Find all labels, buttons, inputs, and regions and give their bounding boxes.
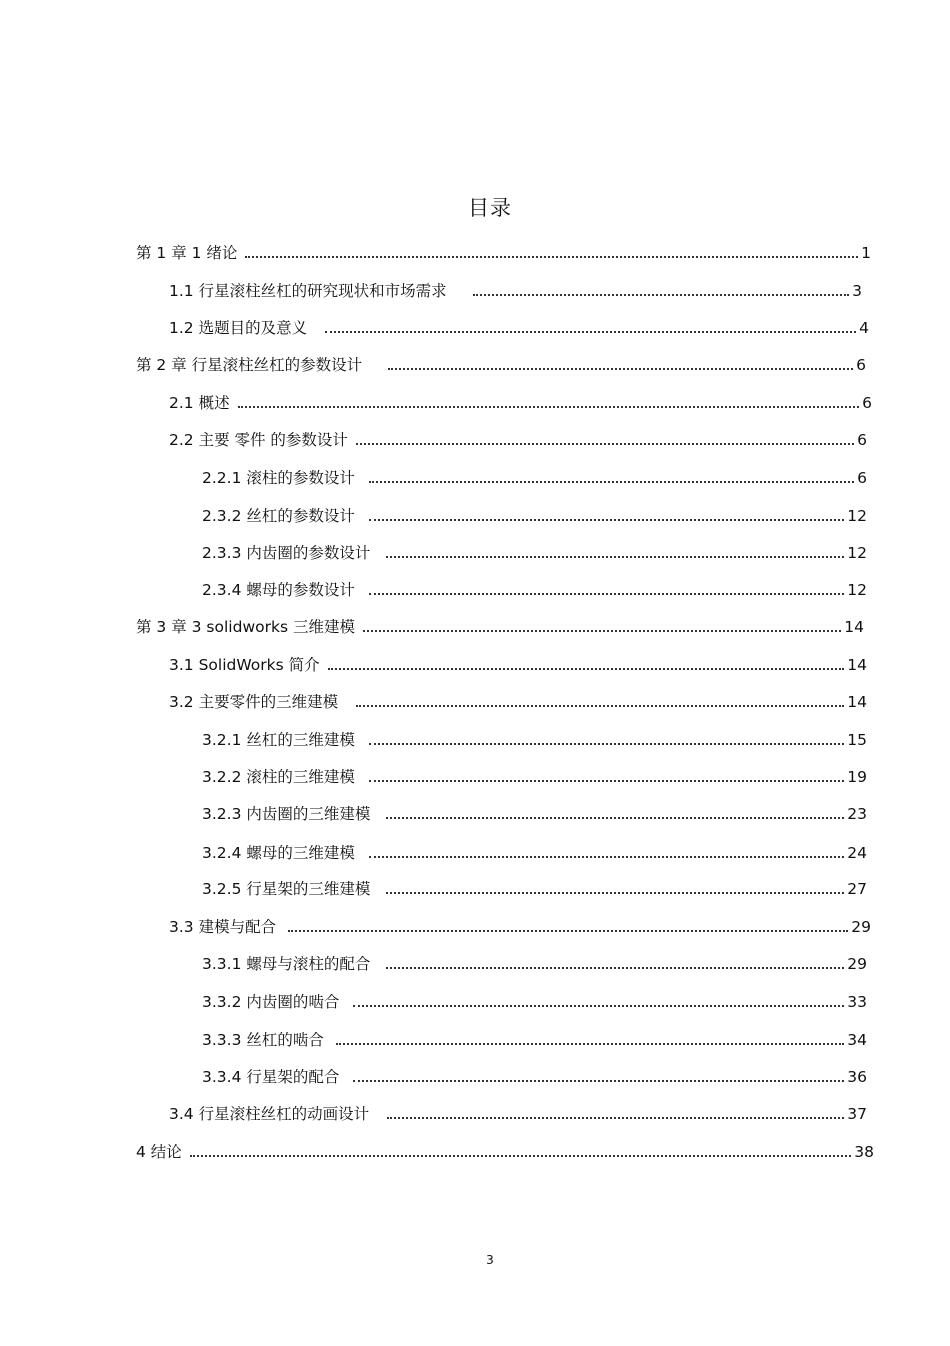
toc-entry-label: 第 2 章 行星滚柱丝杠的参数设计 <box>136 356 363 374</box>
dot-leader <box>238 406 860 408</box>
toc-entry-label: 3.2.5 行星架的三维建模 <box>202 880 371 898</box>
toc-entry-page: 19 <box>847 768 867 786</box>
toc-entry[interactable] <box>169 653 867 675</box>
toc-entry-label: 4 结论 <box>136 1143 182 1161</box>
toc-entry-page: 14 <box>847 656 867 674</box>
toc-entry-label: 2.3.4 螺母的参数设计 <box>202 581 355 599</box>
dot-leader <box>353 1005 844 1007</box>
toc-entry-label: 2.2 主要 零件 的参数设计 <box>169 431 348 449</box>
toc-entry[interactable] <box>136 353 866 375</box>
toc-entry-label: 3.2.2 滚柱的三维建模 <box>202 768 355 786</box>
toc-entry[interactable] <box>202 990 867 1012</box>
toc-entry-label: 第 1 章 1 绪论 <box>136 244 238 262</box>
toc-entry-label: 3.3.4 行星架的配合 <box>202 1068 340 1086</box>
toc-entry-label: 2.1 概述 <box>169 394 230 412</box>
toc-entry-label: 2.3.2 丝杠的参数设计 <box>202 507 355 525</box>
dot-leader <box>369 856 844 858</box>
toc-entry[interactable] <box>202 466 867 488</box>
toc-entry-label: 3.2.4 螺母的三维建模 <box>202 844 355 862</box>
toc-entry-page: 15 <box>847 731 867 749</box>
dot-leader <box>386 556 844 558</box>
toc-entry-page: 12 <box>847 544 867 562</box>
dot-leader <box>245 256 858 258</box>
toc-entry-label: 3.2 主要零件的三维建模 <box>169 693 339 711</box>
dot-leader <box>356 443 854 445</box>
toc-entry-page: 1 <box>861 244 871 262</box>
toc-entry-label: 1.2 选题目的及意义 <box>169 319 308 337</box>
toc-entry-page: 3 <box>852 282 862 300</box>
toc-entry[interactable] <box>136 1140 874 1162</box>
toc-entry-page: 6 <box>862 394 872 412</box>
toc-entry-label: 第 3 章 3 solidworks 三维建模 <box>136 618 355 636</box>
dot-leader <box>356 705 844 707</box>
toc-entry[interactable] <box>136 241 871 263</box>
toc-entry[interactable] <box>202 877 867 899</box>
toc-entry-page: 36 <box>847 1068 867 1086</box>
toc-entry[interactable] <box>169 316 869 338</box>
toc-entry[interactable] <box>202 1028 867 1050</box>
toc-entry[interactable] <box>169 915 871 937</box>
toc-entry-label: 2.3.3 内齿圈的参数设计 <box>202 544 371 562</box>
dot-leader <box>325 331 856 333</box>
dot-leader <box>353 1080 844 1082</box>
toc-entry-label: 1.1 行星滚柱丝杠的研究现状和市场需求 <box>169 282 447 300</box>
toc-entry-label: 3.3.1 螺母与滚柱的配合 <box>202 955 371 973</box>
toc-entry[interactable] <box>169 428 867 450</box>
toc-entry-page: 14 <box>847 693 867 711</box>
toc-entry[interactable] <box>202 504 867 526</box>
dot-leader <box>369 481 854 483</box>
dot-leader <box>363 630 841 632</box>
toc-title: 目录 <box>468 196 512 220</box>
toc-entry-label: 3.3.2 内齿圈的啮合 <box>202 993 340 1011</box>
dot-leader <box>288 930 848 932</box>
toc-entry[interactable] <box>202 952 867 974</box>
toc-entry-page: 14 <box>844 618 864 636</box>
toc-entry-page: 6 <box>857 469 867 487</box>
toc-entry-page: 33 <box>847 993 867 1011</box>
dot-leader <box>336 1043 844 1045</box>
dot-leader <box>473 294 850 296</box>
toc-entry-label: 3.2.3 内齿圈的三维建模 <box>202 805 371 823</box>
toc-entry[interactable] <box>202 728 867 750</box>
toc-entry-label: 3.1 SolidWorks 简介 <box>169 656 320 674</box>
toc-entry-page: 6 <box>856 356 866 374</box>
toc-entry[interactable] <box>169 1102 867 1124</box>
toc-entry-page: 4 <box>859 319 869 337</box>
dot-leader <box>386 967 844 969</box>
toc-entry-label: 3.2.1 丝杠的三维建模 <box>202 731 355 749</box>
dot-leader <box>328 668 845 670</box>
dot-leader <box>369 780 844 782</box>
toc-entry-page: 29 <box>851 918 871 936</box>
toc-entry-page: 6 <box>857 431 867 449</box>
toc-entry[interactable] <box>202 802 867 824</box>
toc-entry-label: 2.2.1 滚柱的参数设计 <box>202 469 355 487</box>
toc-entry[interactable] <box>202 765 867 787</box>
toc-entry[interactable] <box>202 541 867 563</box>
dot-leader <box>388 368 853 370</box>
toc-entry[interactable] <box>169 279 862 301</box>
toc-entry-page: 27 <box>847 880 867 898</box>
toc-entry-page: 12 <box>847 507 867 525</box>
toc-entry-label: 3.3.3 丝杠的啮合 <box>202 1031 324 1049</box>
page-number: 3 <box>486 1253 494 1267</box>
toc-entry-page: 12 <box>847 581 867 599</box>
dot-leader <box>386 892 844 894</box>
dot-leader <box>387 1117 844 1119</box>
dot-leader <box>386 817 844 819</box>
toc-entry[interactable] <box>202 841 867 863</box>
toc-entry-page: 37 <box>847 1105 867 1123</box>
toc-entry[interactable] <box>202 1065 867 1087</box>
toc-entry[interactable] <box>202 578 867 600</box>
toc-entry-label: 3.3 建模与配合 <box>169 918 277 936</box>
dot-leader <box>369 519 844 521</box>
toc-entry-label: 3.4 行星滚柱丝杠的动画设计 <box>169 1105 370 1123</box>
toc-entry-page: 23 <box>847 805 867 823</box>
toc-entry-page: 38 <box>854 1143 874 1161</box>
toc-entry[interactable] <box>136 615 864 637</box>
dot-leader <box>190 1155 851 1157</box>
dot-leader <box>369 593 844 595</box>
toc-entry[interactable] <box>169 690 867 712</box>
toc-entry-page: 29 <box>847 955 867 973</box>
toc-entry-page: 34 <box>847 1031 867 1049</box>
toc-entry-page: 24 <box>847 844 867 862</box>
dot-leader <box>369 743 844 745</box>
toc-entry[interactable] <box>169 391 872 413</box>
